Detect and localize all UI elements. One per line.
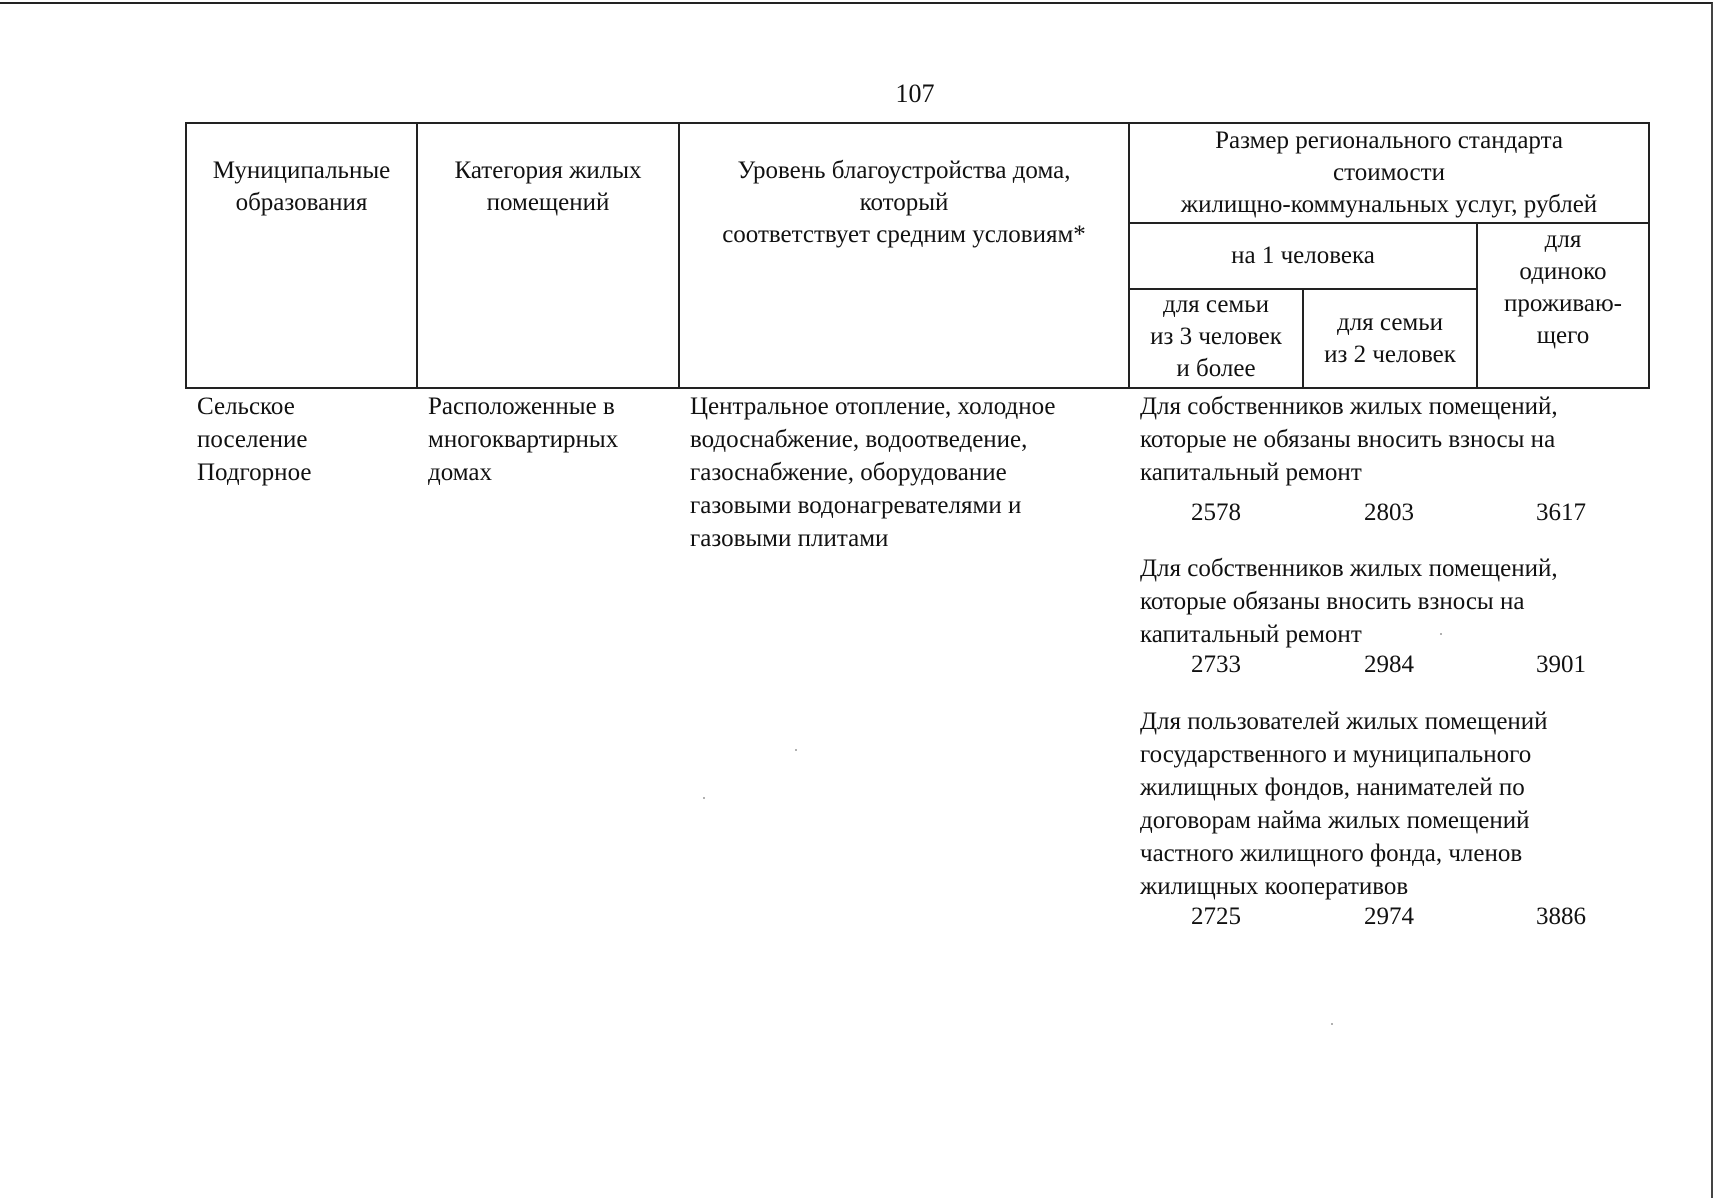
- header-municipalities: Муниципальные образования: [212, 157, 391, 216]
- value-single: 3617: [1536, 499, 1586, 526]
- header-standard-size: Размер регионального стандарта стоимости жилищно-коммунальных услуг, рублей: [1180, 127, 1598, 218]
- value-single: 3901: [1536, 651, 1586, 678]
- value-single: 3886: [1536, 903, 1586, 930]
- cell-housing-category: Расположенные в многоквартирных домах: [428, 393, 619, 486]
- group-caption: Для собственников жилых помещений, которые обязаны вносить взносы на капитальный ремонт: [1140, 555, 1558, 648]
- value-family-2: 2974: [1364, 903, 1414, 930]
- value-family-3: 2578: [1191, 499, 1241, 526]
- header-per-person: на 1 человека: [1231, 242, 1375, 269]
- scan-speck: [795, 749, 797, 751]
- cell-amenity-level: Центральное отопление, холодное водоснабжение, водоотведение, газоснабжение, оборудование газовыми водонагревателями и газовыми плитами: [690, 393, 1056, 552]
- value-family-2: 2984: [1364, 651, 1414, 678]
- value-family-3: 2733: [1191, 651, 1241, 678]
- header-amenity-level: Уровень благоустройства дома, который соответствует средним условиям*: [722, 157, 1086, 248]
- cell-municipality: Сельское поселение Подгорное: [197, 393, 312, 486]
- header-housing-category: Категория жилых помещений: [454, 157, 642, 216]
- scan-speck: [703, 797, 705, 799]
- value-family-2: 2803: [1364, 499, 1414, 526]
- header-family-3: для семьи из 3 человек и более: [1150, 291, 1282, 382]
- group-caption: Для пользователей жилых помещений государственного и муниципального жилищных фондов, нанимателей по договорам найма жилых помещений частного жилищного фонда, членов жилищных кооперативов: [1140, 708, 1548, 900]
- page-number: 107: [895, 79, 935, 108]
- group-caption: Для собственников жилых помещений, которые не обязаны вносить взносы на капитальный ремонт: [1140, 393, 1558, 486]
- header-family-2: для семьи из 2 человек: [1324, 308, 1456, 368]
- scan-speck: [1440, 633, 1442, 635]
- scan-speck: [1331, 1023, 1333, 1025]
- value-family-3: 2725: [1191, 903, 1241, 930]
- header-single: для одиноко проживаю- щего: [1504, 226, 1622, 349]
